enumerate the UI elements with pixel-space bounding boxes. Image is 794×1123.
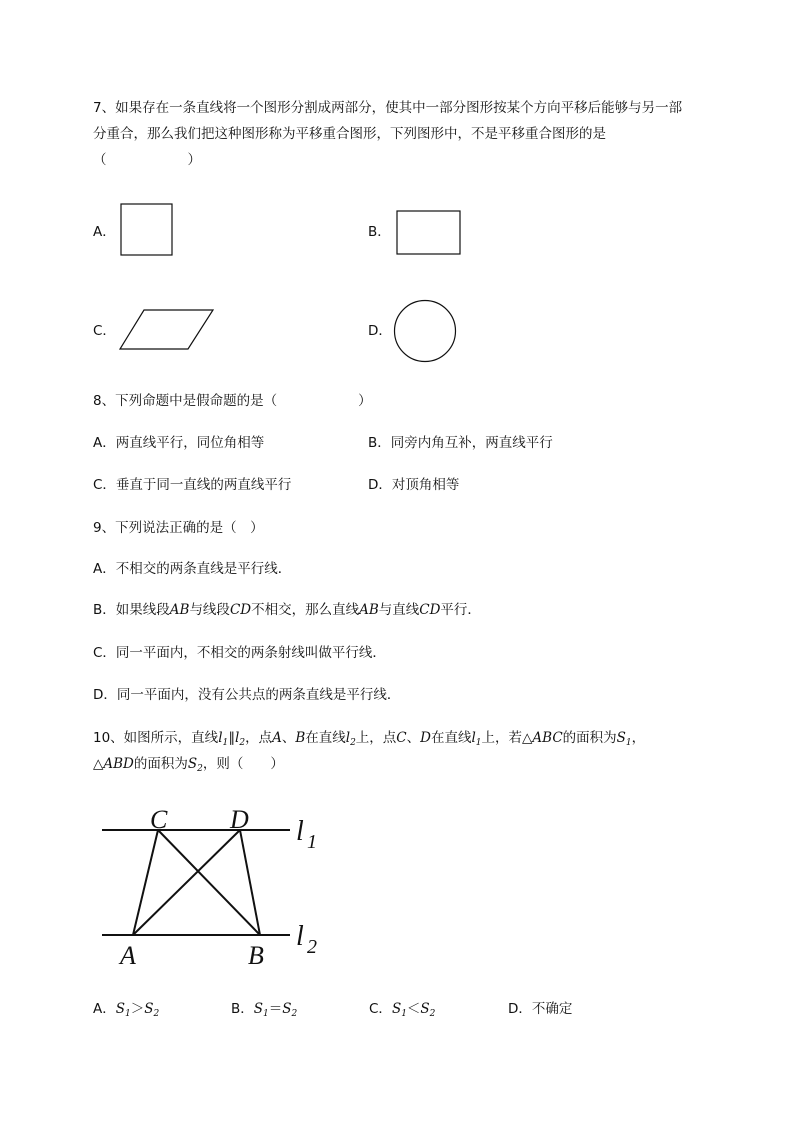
text: 与线段 (189, 602, 230, 618)
q7-circle-figure (392, 299, 458, 363)
relation: ＝ (268, 1001, 283, 1017)
line-l-symbol: l (471, 730, 476, 746)
line-l-symbol: l (345, 730, 351, 746)
rectangle-shape (397, 211, 460, 254)
relation: ＞ (130, 1001, 145, 1017)
text: 与直线 (378, 602, 420, 618)
text: 在直线 (430, 730, 472, 746)
label-l2: l (296, 921, 304, 952)
text: 不相交，那么直线 (251, 602, 360, 618)
area-s: S (253, 1001, 264, 1017)
subscript: 2 (291, 1009, 298, 1019)
triangle-abd: ABD (103, 756, 134, 772)
q7-rectangle-figure (396, 210, 462, 256)
label-l1-sub: 1 (307, 831, 317, 853)
subscript: 1 (401, 1009, 407, 1019)
text: 10、如图所示，直线 (93, 730, 219, 746)
line-ab: AB (359, 602, 379, 618)
text: B． (231, 1001, 254, 1017)
text: B．如果线段 (93, 602, 170, 618)
line-l-symbol: l (218, 730, 223, 746)
area-s: S (144, 1001, 154, 1017)
text: 平行． (440, 602, 481, 618)
subscript: 2 (429, 1009, 436, 1019)
q8-option-b: B．同旁内角互补，两直线平行 (368, 435, 553, 451)
subscript: 1 (625, 738, 632, 748)
label-c: C (150, 805, 168, 834)
q9-stem: 9、下列说法正确的是（ ） (93, 520, 264, 536)
q7-square-figure (120, 203, 174, 257)
area-s: S (187, 756, 198, 772)
area-s: S (616, 730, 626, 746)
q7-answer-paren: （ ） (93, 152, 201, 168)
line-l-symbol: l (235, 730, 240, 746)
point-b: B (295, 730, 306, 746)
parallelogram-shape (120, 310, 213, 349)
q8-option-a: A．两直线平行，同位角相等 (93, 435, 265, 451)
segment-ca (133, 830, 158, 935)
label-b: B (248, 941, 264, 970)
q7-parallelogram-figure (118, 308, 216, 352)
triangle-abc: ABC (532, 730, 563, 746)
segment-cd: CD (229, 602, 252, 618)
subscript: 1 (263, 1009, 269, 1019)
text: 的面积为 (133, 756, 188, 772)
q7-option-d-label: D． (368, 323, 392, 339)
parallel-symbol: ∥ (228, 730, 235, 746)
subscript: 1 (125, 1009, 131, 1019)
subscript: 1 (475, 738, 482, 748)
subscript: 2 (239, 738, 246, 748)
point-d: D (420, 730, 431, 746)
q8-option-d: D．对顶角相等 (368, 477, 460, 493)
point-a: A (272, 730, 282, 746)
q9-option-c: C．同一平面内，不相交的两条射线叫做平行线． (93, 645, 386, 661)
q10-stem-line1 (93, 728, 645, 753)
text: ，则（ ） (202, 756, 284, 772)
q10-parallel-lines-figure (98, 802, 328, 974)
square-shape (121, 204, 172, 255)
subscript: 2 (153, 1009, 160, 1019)
text: 上，若△ (481, 730, 533, 746)
text: A． (93, 1001, 116, 1017)
text: ，点 (245, 730, 273, 746)
triangle-symbol: △ (93, 756, 104, 772)
q7-option-b-label: B． (368, 224, 391, 240)
q7-option-a-label: A． (93, 224, 116, 240)
q7-stem-line2: 分重合，那么我们把这种图形称为平移重合图形，下列图形中，不是平移重合图形的是 (93, 126, 606, 142)
q10-stem-line2 (93, 754, 284, 779)
label-a: A (120, 941, 136, 970)
point-c: C (396, 730, 407, 746)
text: 在直线 (305, 730, 346, 746)
text: C． (369, 1001, 392, 1017)
q10-option-b (231, 999, 297, 1024)
q10-option-a (93, 999, 159, 1024)
segment-ab: AB (169, 602, 190, 618)
q8-stem: 8、下列命题中是假命题的是（ ） (93, 393, 372, 409)
q9-option-b (93, 600, 481, 620)
text: 上，点 (355, 730, 397, 746)
segment-db (240, 830, 260, 935)
segment-cb (158, 830, 260, 935)
area-s: S (115, 1001, 125, 1017)
q10-option-c (369, 999, 435, 1024)
area-s: S (282, 1001, 292, 1017)
subscript: 2 (350, 738, 356, 748)
relation: ＜ (406, 1001, 421, 1017)
q7-option-c-label: C． (93, 323, 116, 339)
q10-option-d: D．不确定 (508, 1001, 573, 1017)
area-s: S (420, 1001, 430, 1017)
text: ， (631, 730, 646, 746)
subscript: 2 (197, 764, 203, 774)
area-s: S (391, 1001, 402, 1017)
text: 、 (281, 730, 296, 746)
q9-option-d: D．同一平面内，没有公共点的两条直线是平行线． (93, 687, 401, 703)
segment-da (133, 830, 240, 935)
q8-option-c: C．垂直于同一直线的两直线平行 (93, 477, 292, 493)
label-l1: l (296, 816, 304, 847)
q7-stem-line1: 7、如果存在一条直线将一个图形分割成两部分，使其中一部分图形按某个方向平移后能够与另一部 (93, 100, 683, 116)
label-l2-sub: 2 (307, 936, 317, 958)
text: 的面积为 (562, 730, 617, 746)
circle-shape (395, 301, 456, 362)
text: 、 (406, 730, 421, 746)
subscript: 1 (222, 738, 229, 748)
line-cd: CD (419, 602, 441, 618)
q9-option-a: A．不相交的两条直线是平行线． (93, 561, 292, 577)
label-d: D (230, 805, 249, 834)
